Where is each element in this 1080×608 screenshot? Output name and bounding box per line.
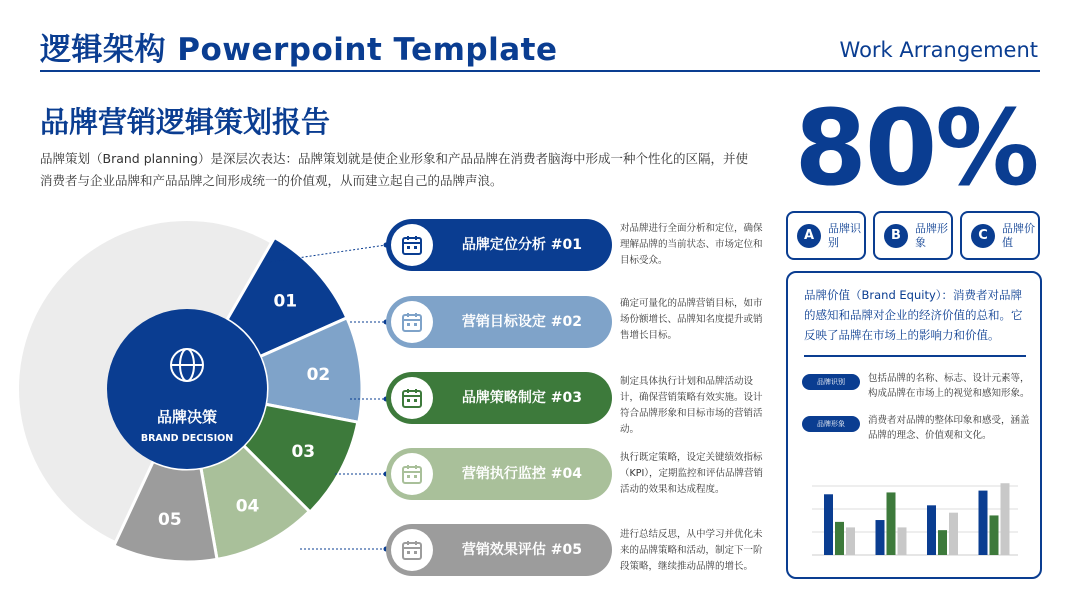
calendar-icon <box>391 224 433 266</box>
stage-label: 营销效果评估 #05 <box>461 542 582 558</box>
panel-text: 品牌价值（Brand Equity）：消费者对品牌的感知和品牌对企业的经济价值的总和。它反映了品牌在市场上的影响力和价值。 <box>804 288 1023 342</box>
stage-description-2: 确定可量化的品牌营销目标，如市场份额增长、品牌知名度提升或销售增长目标。 <box>620 298 763 341</box>
stage-description-1: 对品牌进行全面分析和定位，确保理解品牌的当前状态、市场定位和目标受众。 <box>620 223 763 266</box>
feature-label: 品牌价值 <box>1002 222 1035 249</box>
header-divider <box>40 70 1040 72</box>
stage-label: 营销执行监控 #04 <box>461 466 582 482</box>
letter-badge: C <box>971 224 995 248</box>
page-title: 品牌营销逻辑策划报告 <box>40 105 331 139</box>
stage-label: 品牌策略制定 #03 <box>461 390 582 406</box>
segment-number-02: 02 <box>306 365 331 386</box>
mini-bar-chart <box>812 459 1018 559</box>
segment-number-03: 03 <box>291 441 316 462</box>
center-circle <box>107 309 267 469</box>
letter-badge: A <box>797 224 821 248</box>
segment-number-05: 05 <box>158 510 182 531</box>
header-title: 逻辑架构 Powerpoint Template <box>40 32 558 68</box>
pill-desc-brand-identity: 包括品牌的名称、标志、设计元素等，构成品牌在市场上的视觉和感知形象。 <box>868 373 1030 399</box>
pill-desc-brand-image: 消费者对品牌的整体印象和感受，涵盖品牌的理念、价值观和文化。 <box>868 415 1030 441</box>
stage-label: 营销目标设定 #02 <box>461 314 582 330</box>
feature-box-a <box>786 211 866 260</box>
segment-number-01: 01 <box>273 291 298 312</box>
stage-pill-5 <box>386 524 612 576</box>
bar-g3-s2 <box>938 530 947 555</box>
center-title: 品牌决策 <box>156 408 218 426</box>
letter-badge: B <box>884 224 908 248</box>
stage-pill-3 <box>386 372 612 424</box>
stage-description-3: 制定具体执行计划和品牌活动设计，确保营销策略有效实施。设计符合品牌形象和目标市场的营销活动。 <box>620 376 763 435</box>
stage-pill-1 <box>386 219 612 271</box>
feature-box-b <box>873 211 953 260</box>
bar-g1-s3 <box>846 527 855 555</box>
bar-g3-s3 <box>949 513 958 555</box>
bar-g1-s1 <box>824 494 833 555</box>
feature-label: 品牌识别 <box>828 222 861 249</box>
stage-pill-4 <box>386 448 612 500</box>
bar-g2-s1 <box>876 520 885 555</box>
brand-equity-panel <box>786 271 1042 579</box>
decision-diagram <box>0 200 390 608</box>
feature-label: 品牌形象 <box>915 222 948 249</box>
bar-g2-s3 <box>898 527 907 555</box>
bar-g4-s3 <box>1001 483 1010 555</box>
pill-brand-image: 品牌形象 <box>802 416 860 432</box>
center-subtitle: BRAND DECISION <box>140 433 234 444</box>
bar-g1-s2 <box>835 522 844 555</box>
stat-percentage: 80% <box>794 87 1038 209</box>
calendar-icon <box>391 377 433 419</box>
bar-g2-s2 <box>887 492 896 555</box>
header-subtitle: Work Arrangement <box>839 38 1038 62</box>
pill-brand-identity: 品牌识别 <box>802 374 860 390</box>
calendar-icon <box>391 453 433 495</box>
stage-description-5: 进行总结反思，从中学习并优化未来的品牌策略和活动，制定下一阶段策略，继续推动品牌的增长。 <box>620 529 763 572</box>
feature-box-c <box>960 211 1040 260</box>
bar-g3-s1 <box>927 505 936 555</box>
stage-label: 品牌定位分析 #01 <box>461 237 582 253</box>
panel-divider <box>804 355 1026 357</box>
calendar-icon <box>391 301 433 343</box>
segment-number-04: 04 <box>235 496 260 517</box>
bar-g4-s2 <box>990 515 999 555</box>
stage-pill-2 <box>386 296 612 348</box>
intro-paragraph: 品牌策划（Brand planning）是深层次表达：品牌策划就是使企业形象和产品品牌在消费者脑海中形成一种个性化的区隔，并使消费者与企业品牌和产品品牌之间形成统一的价值观，从而建立起自己的品牌声浪。 <box>40 151 748 188</box>
stage-description-4: 执行既定策略，设定关键绩效指标（KPI），定期监控和评估品牌营销活动的效果和达成程度。 <box>620 452 764 495</box>
calendar-icon <box>391 529 433 571</box>
bar-g4-s1 <box>979 491 988 555</box>
